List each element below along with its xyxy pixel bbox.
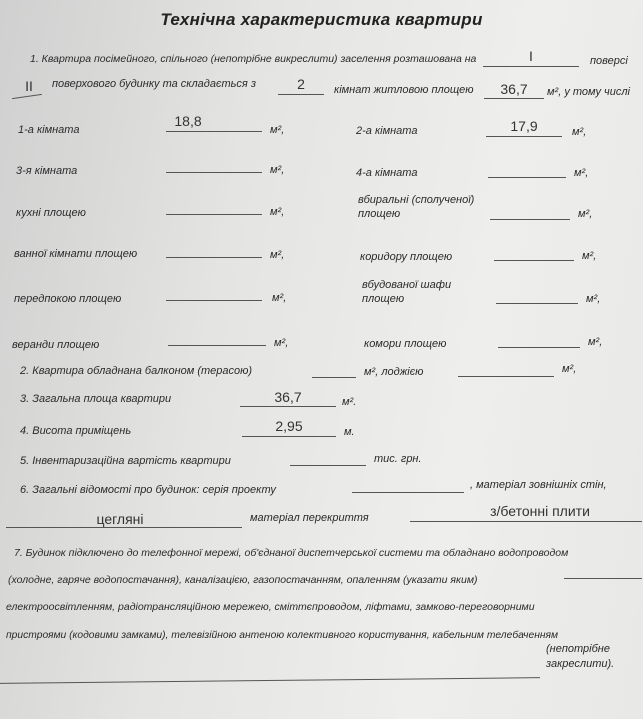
p6-walls: , матеріал зовнішніх стін, — [470, 479, 607, 491]
p6-floor-material: матеріал перекриття — [250, 512, 369, 524]
veranda-unit: м², — [274, 337, 289, 349]
wc-unit: м², — [578, 208, 593, 220]
bath-unit: м², — [270, 249, 285, 261]
room3-label: 3-я кімната — [16, 165, 78, 177]
walls-value: цегляні — [96, 511, 144, 527]
p2-text: 2. Квартира обладнана балконом (терасою) — [20, 365, 253, 377]
room2-unit: м², — [572, 126, 587, 138]
p4-unit: м. — [344, 426, 355, 438]
kitchen-label: кухні площею — [16, 207, 86, 219]
room4-label: 4-а кімната — [356, 167, 418, 179]
closet-line — [496, 303, 578, 304]
total-area-line — [240, 406, 336, 407]
p3-text: 3. Загальна площа квартири — [20, 393, 172, 405]
p7-note2: закреслити). — [546, 658, 615, 670]
wc-label-1: вбиральні (сполученої) — [358, 194, 475, 206]
room1-line — [166, 131, 262, 132]
floor-material-value: з/бетонні плити — [490, 503, 590, 519]
page-title: Технічна характеристика квартири — [160, 10, 483, 29]
p6-text: 6. Загальні відомості про будинок: серія проекту — [20, 484, 276, 496]
floor-material-line — [410, 521, 642, 522]
hall-label: передпокою площею — [14, 293, 122, 305]
bath-label: ванної кімнати площею — [14, 248, 138, 260]
closet-label-2: площею — [362, 293, 405, 305]
total-floors-value: II — [25, 78, 33, 94]
bottom-line — [0, 677, 540, 684]
room3-line — [166, 172, 262, 173]
p7-line4: пристроями (кодовими замками), телевізійною антеною колективного користування, кабельним телебаченням — [6, 630, 559, 641]
storage-label: комори площею — [364, 338, 447, 350]
total-floors-line — [12, 94, 42, 99]
balcony-line — [312, 377, 356, 378]
p7-note1: (непотрібне — [546, 643, 610, 655]
room1-value: 18,8 — [174, 113, 202, 129]
wc-label-2: площею — [358, 208, 401, 220]
p2-loggia: м², лоджією — [364, 366, 424, 378]
room2-line — [486, 136, 562, 137]
p4-text: 4. Висота приміщень — [20, 425, 132, 437]
series-line — [352, 492, 464, 493]
storage-line — [498, 347, 580, 348]
p5-unit: тис. грн. — [374, 453, 422, 465]
total-area-value: 36,7 — [274, 389, 302, 405]
room2-value: 17,9 — [510, 118, 538, 134]
wc-line — [490, 219, 570, 220]
floor-label: поверсі — [590, 55, 628, 67]
value-line — [290, 465, 366, 466]
p7-line1: 7. Будинок підключено до телефонної мережі, об'єднаної диспетчерської системи та обладнано водопроводом — [14, 547, 569, 559]
room4-line — [488, 177, 566, 178]
sqm-incl: м², у тому числі — [547, 86, 630, 98]
p3-unit: м². — [342, 396, 357, 408]
room4-unit: м², — [574, 167, 589, 179]
hall-unit: м², — [272, 292, 287, 304]
p7-line2: (холодне, гаряче водопостачання), каналізацією, газопостачанням, опаленням (указати яким) — [8, 574, 478, 586]
hall-line — [166, 300, 262, 301]
rooms-count-line — [278, 94, 324, 95]
bath-line — [166, 257, 262, 258]
height-value: 2,95 — [275, 418, 303, 434]
loggia-line — [458, 376, 554, 377]
corridor-label: коридору площею — [360, 251, 453, 263]
veranda-line — [168, 345, 266, 346]
rooms-label: кімнат житловою площею — [334, 84, 474, 96]
p5-text: 5. Інвентаризаційна вартість квартири — [20, 455, 231, 467]
corridor-line — [494, 260, 574, 261]
closet-unit: м², — [586, 293, 601, 305]
living-area-line — [484, 98, 544, 99]
heating-line — [564, 578, 642, 579]
p1-line2: поверхового будинку та складається з — [52, 78, 256, 90]
corridor-unit: м², — [582, 250, 597, 262]
walls-line — [6, 527, 242, 528]
kitchen-unit: м², — [270, 206, 285, 218]
closet-label-1: вбудованої шафи — [362, 279, 452, 291]
room1-label: 1-а кімната — [18, 124, 80, 136]
storage-unit: м², — [588, 336, 603, 348]
p7-line3: електроосвітленням, радіотрансляційною мережею, сміттєпроводом, ліфтами, замково-переговорними — [6, 601, 535, 613]
floor-value: I — [529, 48, 533, 64]
living-area-value: 36,7 — [500, 81, 528, 97]
p1-line1: 1. Квартира посімейного, спільного (непотрібне викреслити) заселення розташована на — [30, 53, 477, 65]
room2-label: 2-а кімната — [356, 125, 418, 137]
floor-line — [483, 66, 579, 67]
p2-unit: м², — [562, 363, 577, 375]
room1-unit: м², — [270, 124, 285, 136]
rooms-count-value: 2 — [297, 76, 305, 92]
veranda-label: веранди площею — [12, 339, 100, 351]
room3-unit: м², — [270, 164, 285, 176]
kitchen-line — [166, 214, 262, 215]
height-line — [242, 436, 336, 437]
